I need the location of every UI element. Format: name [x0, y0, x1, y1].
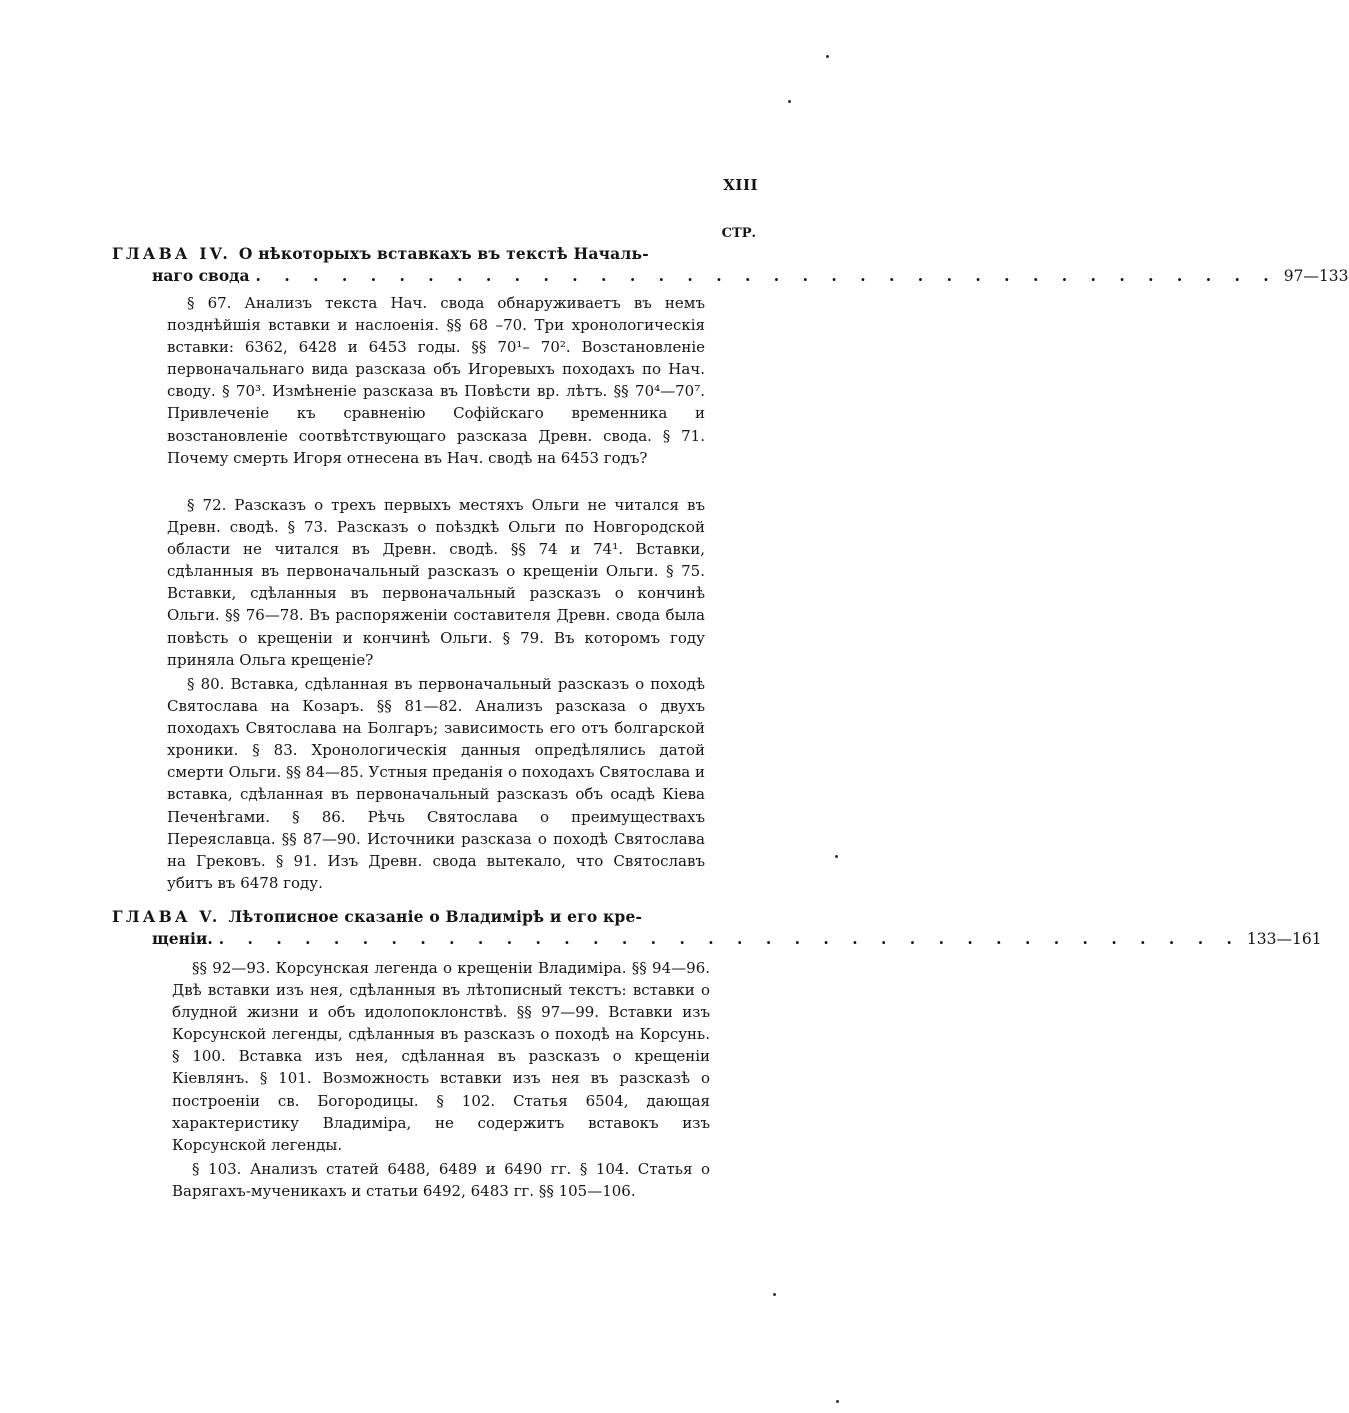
chapter-5-pages: 133—161 — [1246, 930, 1322, 948]
chapter-4-paragraph-2-text: § 72. Разсказъ о трехъ первыхъ местяхъ Ольги не читался въ Древн. сводѣ. § 73. Разсказъ о поѣздкѣ Ольги по Новгородской области не читался въ Древн. сводѣ. §§ 74 и 74¹. Вставки, сдѣланныя въ первоначальный разсказъ о крещеніи Ольги. § 75. Вставки, сдѣланныя въ первоначальный разсказъ о кончинѣ Ольги. §§ 76—78. Въ распоряженіи составителя Древн. свода была повѣсть о крещеніи и кончинѣ Ольги. § 79. Въ которомъ году приняла Ольга крещеніе? — [167, 496, 705, 669]
chapter-4-title-continuation: наго свода — [152, 266, 250, 285]
chapter-4-paragraph-2 — [167, 494, 705, 671]
column-header-pages: СТР. — [721, 226, 756, 241]
chapter-5-label: ГЛАВА V. — [112, 907, 221, 926]
chapter-5-paragraph-2 — [172, 1158, 710, 1202]
chapter-4-dot-leader: . . . . . . . . . . . . . . . . . . . . . . . . . . . . . . . . . . . . — [255, 266, 1278, 285]
chapter-5-dot-leader: . . . . . . . . . . . . . . . . . . . . . . . . . . . . . . . . . . . . — [218, 929, 1241, 948]
chapter-5-title-continuation: щеніи. — [152, 929, 213, 948]
chapter-4-label: ГЛАВА IV. — [112, 244, 231, 263]
chapter-5-heading-line-1 — [112, 906, 757, 928]
chapter-5-paragraph-2-text: § 103. Анализъ статей 6488, 6489 и 6490 гг. § 104. Статья о Варягахъ-мученикахъ и статьи 6492, 6483 гг. §§ 105—106. — [172, 1160, 710, 1201]
chapter-4-title: О нѣкоторыхъ вставкахъ въ текстѣ Началь- — [238, 244, 649, 263]
chapter-5-heading — [112, 906, 1322, 950]
chapter-5-title: Лѣтописное сказаніе о Владимірѣ и его кре- — [228, 907, 643, 926]
chapter-5-heading-line-2 — [112, 928, 1322, 950]
chapter-4-pages: 97—133 — [1283, 267, 1349, 285]
chapter-4-paragraph-3 — [167, 673, 705, 894]
scan-speck — [788, 100, 791, 103]
chapter-5-paragraph-1 — [172, 957, 710, 1156]
scan-speck — [773, 1293, 776, 1296]
chapter-4-heading-line-2 — [112, 265, 1349, 287]
chapter-4-paragraph-1 — [167, 292, 705, 469]
chapter-5-paragraph-1-text: §§ 92—93. Корсунская легенда о крещеніи Владиміра. §§ 94—96. Двѣ вставки изъ нея, сдѣланныя въ лѣтописный текстъ: вставки о блудной жизни и объ идолопоклонствѣ. §§ 97—99. Вставки изъ Корсунской легенды, сдѣланныя въ разсказъ о походѣ на Корсунь. § 100. Вставка изъ нея, сдѣланная въ разсказъ о крещеніи Кіевлянъ. § 101. Возможность вставки изъ нея въ разсказѣ о построеніи св. Богородицы. § 102. Статья 6504, дающая характеристику Владиміра, не содержитъ вставокъ изъ Корсунской легенды. — [172, 959, 710, 1154]
scan-speck — [836, 1400, 839, 1403]
scan-speck — [835, 855, 838, 858]
chapter-4-paragraph-3-text: § 80. Вставка, сдѣланная въ первоначальный разсказъ о походѣ Святослава на Козаръ. §§ 81—82. Анализъ разсказа о двухъ походахъ Святослава на Болгаръ; зависимость его отъ болгарской хроники. § 83. Хронологическія данныя опредѣлялись датой смерти Ольги. §§ 84—85. Устныя преданія о походахъ Святослава и вставка, сдѣланная въ первоначальный разсказъ объ осадѣ Кіева Печенѣгами. § 86. Рѣчь Святослава о преимуществахъ Переяславца. §§ 87—90. Источники разсказа о походѣ Святослава на Грековъ. § 91. Изъ Древн. свода вытекало, что Святославъ убитъ въ 6478 году. — [167, 675, 705, 892]
scan-speck — [826, 55, 829, 58]
chapter-4-heading-line-1 — [112, 243, 757, 265]
page-number: XIII — [723, 176, 758, 194]
chapter-4-paragraph-1-text: § 67. Анализъ текста Нач. свода обнаруживаетъ въ немъ позднѣйшія вставки и наслоенія. §§ 68 –70. Три хронологическія вставки: 6362, 6428 и 6453 годы. §§ 70¹– 70². Возстановленіе первоначальнаго вида разсказа объ Игоревыхъ походахъ по Нач. своду. § 70³. Измѣненіе разсказа въ Повѣсти вр. лѣтъ. §§ 70⁴—70⁷. Привлеченіе къ сравненію Софійскаго временника и возстановленіе соотвѣтствующаго разсказа Древн. свода. § 71. Почему смерть Игоря отнесена въ Нач. сводѣ на 6453 годъ? — [167, 294, 705, 467]
chapter-4-heading — [112, 243, 1349, 287]
